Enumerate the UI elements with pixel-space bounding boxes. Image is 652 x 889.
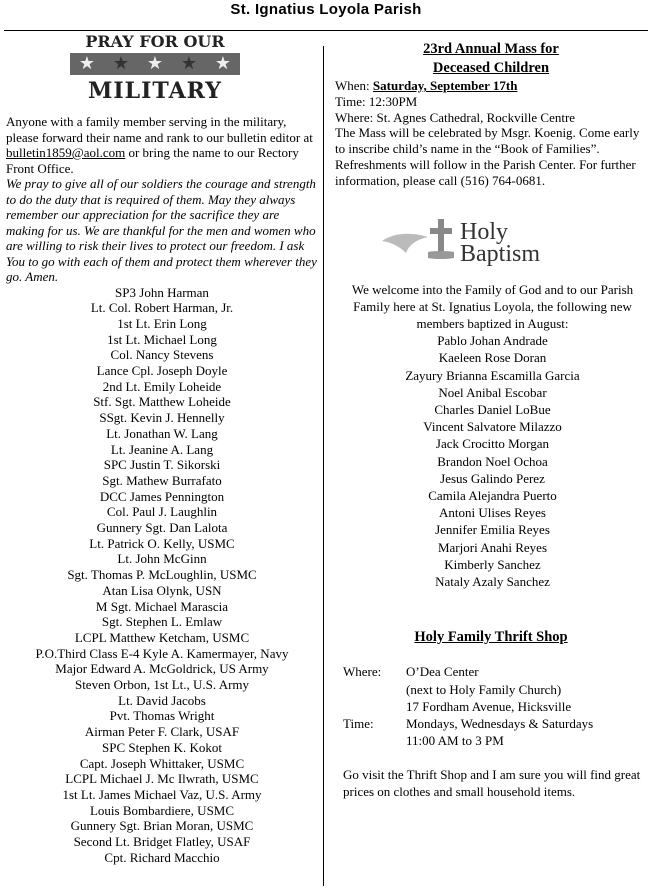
list-item: SPC Justin T. Sikorski [103,457,221,473]
list-item: Steven Orbon, 1st Lt., U.S. Army [74,677,250,693]
list-item: Camila Alejandra Puerto [428,488,557,504]
list-item: LCPL Matthew Ketcham, USMC [74,629,250,645]
mass-heading-1: 23rd Annual Mass for [423,41,559,57]
baptism-intro: We welcome into the Family of God and to our Parish Family here at St. Ignatius Loyola, the following new members baptized in August: [351,281,634,331]
holy-baptism-logo [380,219,600,269]
column-divider [323,46,324,886]
list-item: 1st Lt. James Michael Vaz, U.S. Army [62,787,262,802]
list-item: Col. Paul J. Laughlin [106,504,218,520]
list-item: Airman Peter F. Clark, USAF [84,724,240,740]
list-item: Brandon Noel Ochoa [437,453,548,469]
intro-text-end: or bring the name to our Rectory Front Office. [6,145,299,176]
list-item: Sgt. Thomas P. McLoughlin, USMC [67,567,257,583]
list-item: M Sgt. Michael Marascia [95,598,229,614]
list-item: Sgt. Mathew Burrafato [102,472,222,488]
list-item: Cpt. Richard Macchio [104,849,220,865]
list-item: Louis Bombardiere, USMC [89,802,235,818]
logo-text-baptism: Baptism [460,240,541,267]
list-item: Nataly Azaly Sanchez [435,574,550,590]
cross-icon [428,219,454,259]
thrift-heading: Holy Family Thrift Shop [414,629,568,646]
email-link[interactable]: bulletin1859@aol.com [6,145,126,160]
mass-heading-2: Deceased Children [432,60,550,76]
list-item: Kimberly Sanchez [444,556,541,572]
list-item: Lt. Col. Robert Harman, Jr. [90,300,234,316]
list-item: Vincent Salvatore Milazzo [423,419,562,435]
mass-where: Where: St. Agnes Cathedral, Rockville Centre [335,109,576,125]
list-item: Capt. Joseph Whittaker, USMC [79,755,245,771]
list-item: Second Lt. Bridget Flatley, USAF [73,834,251,850]
mass-body: The Mass will be celebrated by Msgr. Koenig. Come early to inscribe child’s name in the “Book of Families”. Refreshments will follow in the Parish Center. For further information, please call (516) 764-0681. [335,125,640,188]
thrift-body: Go visit the Thrift Shop and I am sure you will find great prices on clothes and small household items. [343,766,641,800]
list-item: Jack Crocitto Morgan [435,436,550,452]
list-item: Zayury Brianna Escamilla Garcia [405,367,580,383]
list-item: Lt. Jonathan W. Lang [106,425,218,441]
list-item: Lt. Jeanine A. Lang [110,441,214,457]
list-item: Charles Daniel LoBue [434,402,551,417]
list-item: Antoni Ulises Reyes [439,505,546,521]
list-item: DCC James Pennington [99,488,225,504]
time-line: 11:00 AM to 3 PM [406,733,504,749]
list-item: Jennifer Emilia Reyes [435,522,550,538]
time-label: Time: [343,716,374,732]
list-item: Pablo Johan Andrade [437,333,548,349]
where-line: O’Dea Center [406,664,479,680]
military-intro [6,114,318,176]
list-item: Jesus Galindo Perez [440,470,545,486]
pray-for-military-logo [70,33,240,105]
list-item: Atan Lisa Olynk, USN [102,582,222,598]
list-item: SPC Stephen K. Kokot [102,739,222,755]
list-item: 2nd Lt. Emily Loheide [102,378,222,394]
list-item: 1st Lt. Erin Long [117,315,207,331]
time-line: Mondays, Wednesdays & Saturdays [406,716,594,732]
thrift-details [343,663,643,749]
baptism-section [345,281,640,591]
list-item: Kaeleen Rose Doran [438,350,547,366]
list-item: Gunnery Sgt. Brian Moran, USMC [70,818,254,834]
where-line: 17 Fordham Avenue, Hicksville [406,698,572,714]
list-item: Noel Anibal Escobar [438,384,547,400]
mass-time: Time: 12:30PM [335,93,418,109]
list-item: Pvt. Thomas Wright [109,708,215,724]
when-value: Saturday, September 17th [372,78,518,93]
list-item: Marjori Anahi Reyes [437,539,548,555]
military-section [6,33,318,866]
where-line: (next to Holy Family Church) [406,681,562,697]
stars-band: ★ ★ ★ ★ ★ [70,53,240,75]
baptism-names-list [345,332,640,590]
prayer-text: We pray to give all of our soldiers the courage and strength to do the duty that is required of them. May they always remember our appreciation for the sacrifice they are making for us. We are thankful for the men and women who are willing to risk their lives to protect our freedom. I ask You to go with each of them and protect them wherever they go. Amen. [6,176,317,284]
list-item: Col. Nancy Stevens [110,347,214,363]
list-item: SSgt. Kevin J. Hennelly [99,410,225,426]
military-names-list [6,285,318,866]
where-label: Where: [343,664,382,680]
list-item: Gunnery Sgt. Dan Lalota [96,520,228,536]
logo-text-top: PRAY FOR OUR [85,33,225,51]
list-item: Major Edward A. McGoldrick, US Army [55,661,269,677]
list-item: P.O.Third Class E-4 Kyle A. Kamermayer, Navy [35,645,289,661]
list-item: Lt. John McGinn [117,551,207,567]
logo-text-holy: Holy [460,218,508,245]
list-item: Sgt. Stephen L. Emlaw [101,614,223,630]
right-column [335,40,647,800]
page-title: St. Ignatius Loyola Parish [230,1,422,18]
list-item: SP3 John Harman [115,284,209,300]
mass-when [335,78,647,94]
list-item: LCPL Michael J. Mc Ilwrath, USMC [65,771,259,787]
list-item: Lance Cpl. Joseph Doyle [96,363,228,379]
header-divider [4,30,648,31]
list-item: Lt. David Jacobs [118,692,206,708]
logo-text-bottom: MILITARY [88,78,222,104]
list-item: 1st Lt. Michael Long [107,331,217,347]
mass-section [335,40,647,189]
intro-text: Anyone with a family member serving in the military, please forward their name and rank to our bulletin editor at [6,114,313,145]
dove-icon [380,227,430,257]
list-item: Lt. Patrick O. Kelly, USMC [89,535,235,551]
when-label: When: [335,78,373,93]
list-item: Stf. Sgt. Matthew Loheide [93,394,231,410]
